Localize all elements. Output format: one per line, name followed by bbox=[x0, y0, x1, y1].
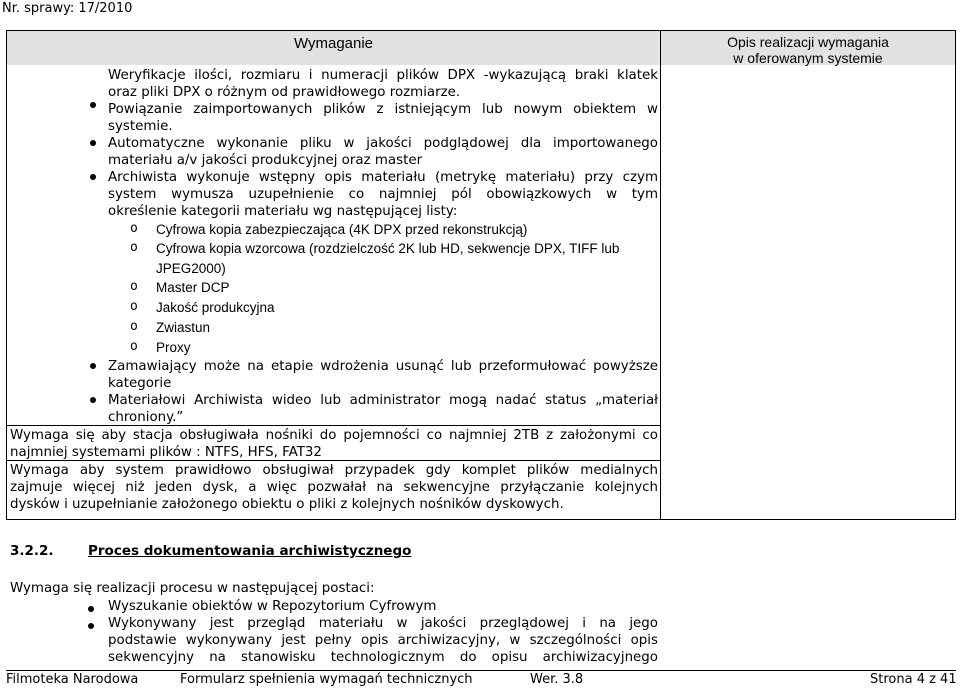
category-item: JPEG2000) bbox=[156, 261, 226, 276]
sub-bullet-marker: o bbox=[130, 221, 138, 236]
table-text-line: określenie kategorii materiału wg następującej listy: bbox=[108, 204, 458, 219]
category-item: Cyfrowa kopia wzorcowa (rozdzielczość 2K lub HD, sekwencje DPX, TIFF lub bbox=[156, 241, 620, 256]
sub-bullet-marker: o bbox=[130, 279, 138, 294]
bullet-dot bbox=[90, 140, 96, 146]
bullet-dot bbox=[90, 363, 96, 369]
page-number-header: Nr. sprawy: 17/2010 bbox=[2, 1, 133, 16]
sub-bullet-marker: o bbox=[130, 339, 138, 354]
section-intro: Wymaga się realizacji procesu w następującej postaci: bbox=[10, 581, 375, 596]
table-text-line: Zamawiający może na etapie wdrożenia usunąć lub przeformułować powyższe bbox=[108, 359, 658, 374]
row-separator bbox=[6, 425, 661, 426]
section-text-line: Wykonywany jest przegląd materiału w jakości przeglądowej i na jego bbox=[108, 616, 658, 631]
table-text-line: Wymaga aby system prawidłowo obsługiwał przypadek gdy komplet plików medialnych bbox=[10, 463, 658, 478]
table-header-realization-line2: w oferowanym systemie bbox=[733, 50, 883, 66]
bullet-dot bbox=[90, 102, 96, 108]
section-text-line: Wyszukanie obiektów w Repozytorium Cyfrowym bbox=[108, 599, 437, 614]
table-header-requirement: Wymaganie bbox=[7, 31, 660, 65]
table-text-line: systemie. bbox=[108, 119, 173, 134]
footer-document-title: Formularz spełnienia wymagań technicznych bbox=[180, 672, 473, 687]
table-text-line: dysków i uzupełnianie założonego obiektu o pliki z kolejnych nośników dyskowych. bbox=[10, 497, 564, 512]
bullet-dot bbox=[90, 397, 96, 403]
table-text-line: Materiałowi Archiwista wideo lub administrator mogą nadać status „materiał bbox=[108, 393, 658, 408]
footer-page-number: Strona 4 z 41 bbox=[870, 672, 957, 687]
table-text-line: system wymusza uzupełnienie co najmniej pól obowiązkowych w tym bbox=[108, 187, 658, 202]
sub-bullet-marker: o bbox=[130, 299, 138, 314]
category-item: Proxy bbox=[156, 340, 191, 355]
table-text-line: Weryfikacje ilości, rozmiaru i numeracji plików DPX -wykazującą braki klatek bbox=[108, 68, 658, 83]
table-header-realization-line1: Opis realizacji wymagania bbox=[727, 34, 889, 50]
section-text-line: podstawie wykonywany jest pełny opis archiwizacyjny, w szczególności opis bbox=[108, 633, 658, 648]
table-text-line: oraz pliki DPX o różnym od prawidłowego rozmiarze. bbox=[108, 85, 461, 100]
sub-bullet-marker: o bbox=[130, 319, 138, 334]
section-heading bbox=[10, 543, 411, 559]
table-text-line: Wymaga się aby stacja obsługiwała nośniki do pojemności co najmniej 2TB z założonymi co bbox=[10, 428, 658, 443]
section-title: Proces dokumentowania archiwistycznego bbox=[88, 543, 412, 559]
table-text-line: chroniony.” bbox=[108, 410, 184, 425]
table-text-line: Powiązanie zaimportowanych plików z istniejącym lub nowym obiektem w bbox=[108, 102, 658, 117]
table-text-line: zajmuje więcej niż jeden dysk, a więc pozwałał na sekwencyjne przyłączanie kolejnych bbox=[10, 480, 658, 495]
table-text-line: Archiwista wykonuje wstępny opis materiału (metrykę materiału) przy czym bbox=[108, 170, 658, 185]
table-text-line: kategorie bbox=[108, 376, 172, 391]
bullet-dot bbox=[90, 174, 96, 180]
table-text-line: materiału a/v jakości produkcyjnej oraz master bbox=[108, 153, 423, 168]
bullet-dot bbox=[88, 606, 94, 612]
column-divider bbox=[660, 30, 661, 520]
sub-bullet-marker: o bbox=[130, 240, 138, 255]
category-item: Master DCP bbox=[156, 280, 230, 295]
footer-version: Wer. 3.8 bbox=[530, 672, 584, 687]
category-item: Zwiastun bbox=[156, 320, 211, 335]
bullet-dot bbox=[88, 623, 94, 629]
table-text-line: najmniej systemami plików : NTFS, HFS, FAT32 bbox=[10, 445, 322, 460]
footer-divider bbox=[6, 670, 956, 671]
footer-organization: Filmoteka Narodowa bbox=[6, 672, 139, 687]
table-header-realization bbox=[661, 31, 955, 65]
row-separator bbox=[6, 460, 661, 461]
category-item: Cyfrowa kopia zabezpieczająca (4K DPX przed rekonstrukcją) bbox=[156, 222, 528, 237]
category-item: Jakość produkcyjna bbox=[156, 300, 275, 315]
table-text-line: Automatyczne wykonanie pliku w jakości podglądowej dla importowanego bbox=[108, 136, 658, 151]
section-number: 3.2.2. bbox=[10, 543, 54, 559]
section-text-line: sekwencyjny na stanowisku technologicznym do opisu archiwizacyjnego bbox=[108, 650, 658, 665]
